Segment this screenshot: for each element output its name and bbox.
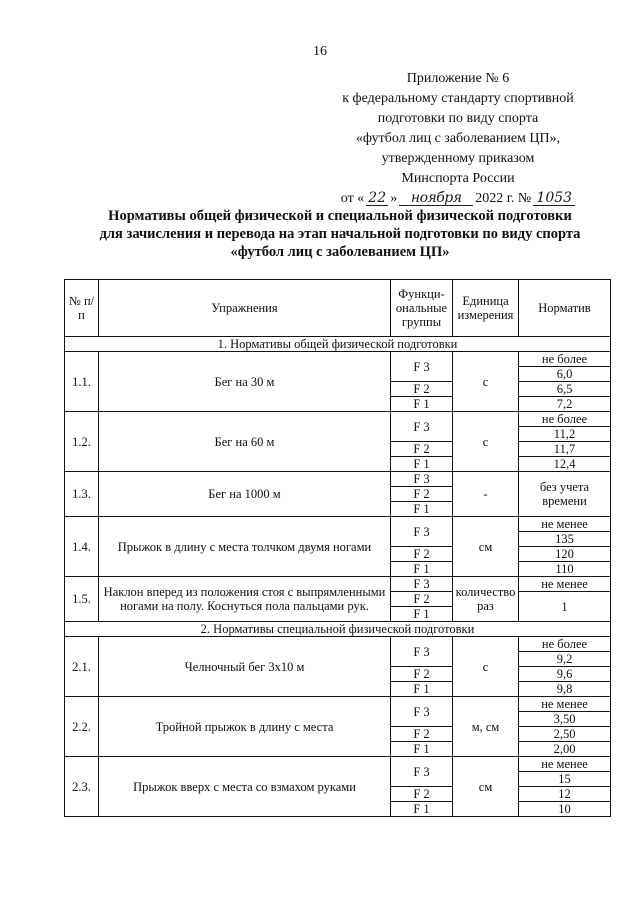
exercise-name: Бег на 30 м xyxy=(99,352,391,412)
functional-group: F 1 xyxy=(391,742,453,757)
norm-value: без учета времени xyxy=(519,472,611,517)
norm-value: 9,2 xyxy=(519,652,611,667)
exercise-name: Прыжок вверх с места со взмахом руками xyxy=(99,757,391,817)
row-number: 1.1. xyxy=(65,352,99,412)
norm-value: 11,7 xyxy=(519,442,611,457)
exercise-name: Прыжок в длину с места толчком двумя ногами xyxy=(99,517,391,577)
exercise-name: Челночный бег 3х10 м xyxy=(99,637,391,697)
unit-cell: см xyxy=(453,757,519,817)
table-row xyxy=(65,697,611,712)
date-mid: » xyxy=(390,191,398,206)
norm-value: 135 xyxy=(519,532,611,547)
exercise-name: Бег на 60 м xyxy=(99,412,391,472)
unit-cell: с xyxy=(453,412,519,472)
norm-value: 9,8 xyxy=(519,682,611,697)
norm-value: 6,5 xyxy=(519,382,611,397)
unit-cell: - xyxy=(453,472,519,517)
appendix-block xyxy=(308,69,608,209)
table-row xyxy=(65,517,611,532)
functional-group: F 2 xyxy=(391,487,453,502)
norm-value: 12 xyxy=(519,787,611,802)
table-header-row xyxy=(65,280,611,337)
appendix-line: к федеральному стандарту спортивной xyxy=(342,91,574,106)
unit-cell: с xyxy=(453,352,519,412)
header-norm: Норматив xyxy=(519,280,611,337)
section-row xyxy=(65,337,611,352)
norm-value: 15 xyxy=(519,772,611,787)
header-group: Функци-ональные группы xyxy=(391,280,453,337)
functional-group: F 3 xyxy=(391,757,453,787)
norm-qualifier: не менее xyxy=(519,517,611,532)
functional-group: F 1 xyxy=(391,682,453,697)
norm-value: 110 xyxy=(519,562,611,577)
functional-group: F 2 xyxy=(391,667,453,682)
functional-group: F 1 xyxy=(391,802,453,817)
header-num: № п/п xyxy=(65,280,99,337)
functional-group: F 3 xyxy=(391,517,453,547)
appendix-line: Минспорта России xyxy=(401,171,515,186)
header-unit: Единица измерения xyxy=(453,280,519,337)
row-number: 1.2. xyxy=(65,412,99,472)
exercise-name: Бег на 1000 м xyxy=(99,472,391,517)
page-number: 16 xyxy=(313,44,327,59)
functional-group: F 3 xyxy=(391,352,453,382)
section-title: 1. Нормативы общей физической подготовки xyxy=(65,337,611,352)
row-number: 2.3. xyxy=(65,757,99,817)
norm-qualifier: не более xyxy=(519,352,611,367)
order-date-line xyxy=(308,189,608,209)
norm-qualifier: не менее xyxy=(519,577,611,592)
title-line: Нормативы общей физической и специальной физической подготовки xyxy=(108,208,572,224)
date-year: 2022 г. № xyxy=(475,191,532,206)
section-row xyxy=(65,622,611,637)
row-number: 1.3. xyxy=(65,472,99,517)
table-row xyxy=(65,412,611,427)
norm-value: 3,50 xyxy=(519,712,611,727)
functional-group: F 3 xyxy=(391,412,453,442)
norm-value: 12,4 xyxy=(519,457,611,472)
row-number: 1.4. xyxy=(65,517,99,577)
norms-table xyxy=(64,279,611,817)
unit-cell: м, см xyxy=(453,697,519,757)
functional-group: F 3 xyxy=(391,637,453,667)
table-row xyxy=(65,472,611,487)
unit-cell: с xyxy=(453,637,519,697)
norm-value: 2,00 xyxy=(519,742,611,757)
norm-value: 11,2 xyxy=(519,427,611,442)
functional-group: F 1 xyxy=(391,562,453,577)
row-number: 2.2. xyxy=(65,697,99,757)
functional-group: F 2 xyxy=(391,592,453,607)
unit-cell: количество раз xyxy=(453,577,519,622)
handwritten-month: ноября xyxy=(399,191,473,206)
functional-group: F 3 xyxy=(391,472,453,487)
norm-value: 9,6 xyxy=(519,667,611,682)
date-prefix: от « xyxy=(340,191,365,206)
norm-value: 7,2 xyxy=(519,397,611,412)
norm-value: 6,0 xyxy=(519,367,611,382)
exercise-name: Тройной прыжок в длину с места xyxy=(99,697,391,757)
norm-value: 120 xyxy=(519,547,611,562)
table-row xyxy=(65,757,611,772)
table-row xyxy=(65,352,611,367)
unit-cell: см xyxy=(453,517,519,577)
header-exercise: Упражнения xyxy=(99,280,391,337)
functional-group: F 1 xyxy=(391,397,453,412)
appendix-line: подготовки по виду спорта xyxy=(377,111,539,126)
norm-value: 1 xyxy=(519,592,611,622)
functional-group: F 3 xyxy=(391,697,453,727)
norm-value: 10 xyxy=(519,802,611,817)
functional-group: F 1 xyxy=(391,457,453,472)
row-number: 2.1. xyxy=(65,637,99,697)
functional-group: F 1 xyxy=(391,607,453,622)
appendix-line: Приложение № 6 xyxy=(406,71,510,86)
table-row xyxy=(65,577,611,592)
norm-qualifier: не более xyxy=(519,637,611,652)
title-line: «футбол лиц с заболеванием ЦП» xyxy=(230,244,450,260)
appendix-line: утвержденному приказом xyxy=(381,151,535,166)
functional-group: F 1 xyxy=(391,502,453,517)
norm-value: 2,50 xyxy=(519,727,611,742)
functional-group: F 2 xyxy=(391,787,453,802)
functional-group: F 2 xyxy=(391,727,453,742)
functional-group: F 2 xyxy=(391,547,453,562)
norm-qualifier: не более xyxy=(519,412,611,427)
exercise-name: Наклон вперед из положения стоя с выпрямленными ногами на полу. Коснуться пола пальцами рук. xyxy=(99,577,391,622)
table-row xyxy=(65,637,611,652)
norm-qualifier: не менее xyxy=(519,697,611,712)
title-line: для зачисления и перевода на этап начальной подготовки по виду спорта xyxy=(99,226,581,242)
appendix-line: «футбол лиц с заболеванием ЦП», xyxy=(355,131,561,146)
document-title xyxy=(70,207,610,261)
functional-group: F 3 xyxy=(391,577,453,592)
norm-qualifier: не менее xyxy=(519,757,611,772)
functional-group: F 2 xyxy=(391,382,453,397)
section-title: 2. Нормативы специальной физической подготовки xyxy=(65,622,611,637)
functional-group: F 2 xyxy=(391,442,453,457)
row-number: 1.5. xyxy=(65,577,99,622)
handwritten-day: 22 xyxy=(366,191,388,206)
handwritten-order-number: 1053 xyxy=(533,191,575,206)
